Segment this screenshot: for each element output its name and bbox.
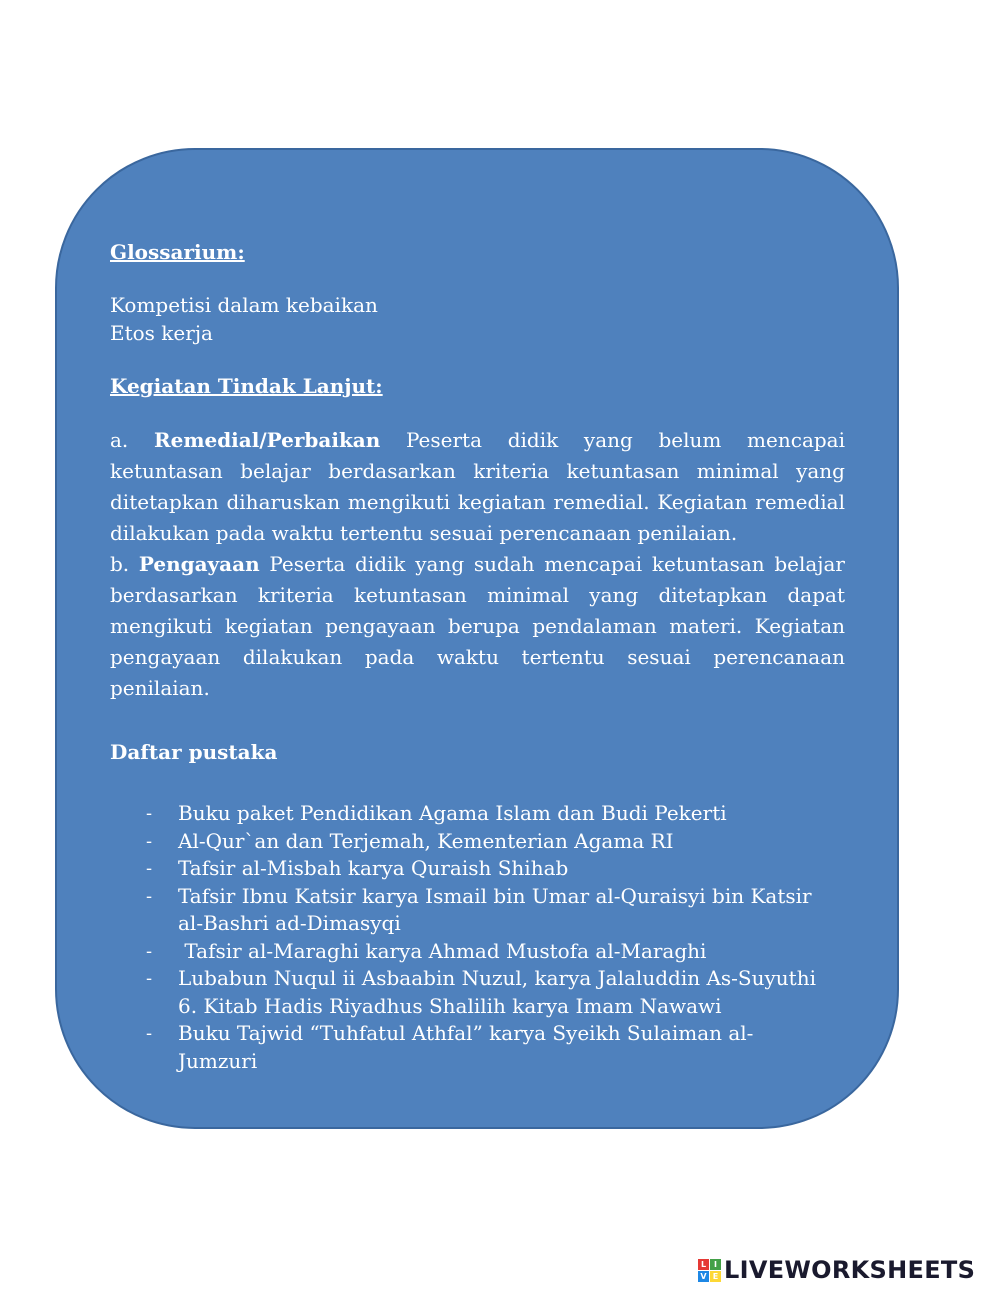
reference-text: Buku Tajwid “Tuhfatul Athfal” karya Syeikh Sulaiman al-Jumzuri	[178, 1021, 754, 1073]
glossarium-item: Etos kerja	[110, 321, 213, 345]
reference-item	[110, 883, 818, 938]
liveworksheets-logo	[698, 1254, 975, 1286]
remedial-prefix: a.	[110, 428, 154, 452]
daftar-pustaka-heading: Daftar pustaka	[110, 740, 278, 764]
glossarium-list	[110, 291, 845, 347]
logo-block: L	[698, 1259, 709, 1270]
reference-text: Buku paket Pendidikan Agama Islam dan Budi Pekerti	[178, 801, 727, 825]
reference-text: Tafsir al-Misbah karya Quraish Shihab	[178, 856, 569, 880]
glossarium-item: Kompetisi dalam kebaikan	[110, 293, 378, 317]
reference-item	[110, 1020, 818, 1075]
bullet-dash: -	[146, 1023, 153, 1044]
tindak-lanjut-heading: Kegiatan Tindak Lanjut:	[110, 374, 383, 398]
reference-text: Tafsir al-Maraghi karya Ahmad Mustofa al-Maraghi	[178, 938, 707, 963]
bullet-dash: -	[146, 940, 153, 962]
worksheet-content	[110, 238, 845, 1075]
reference-text: Tafsir Ibnu Katsir karya Ismail bin Umar al-Quraisyi bin Katsir al-Bashri ad-Dimasyqi	[178, 883, 812, 935]
reference-item	[110, 800, 818, 828]
logo-block: E	[710, 1271, 721, 1282]
logo-text: LIVEWORKSHEETS	[724, 1256, 976, 1284]
reference-text: Lubabun Nuqul ii Asbaabin Nuzul, karya Jalaluddin As-Suyuthi 6. Kitab Hadis Riyadhus Shalilih karya Imam Nawawi	[178, 966, 816, 1018]
bullet-dash: -	[146, 858, 153, 879]
bullet-dash: -	[146, 968, 153, 989]
daftar-pustaka-list	[110, 800, 845, 1075]
logo-blocks-icon	[698, 1259, 721, 1282]
logo-block: V	[698, 1271, 709, 1282]
reference-item	[110, 938, 818, 966]
reference-item	[110, 965, 818, 1020]
reference-item	[110, 855, 818, 883]
reference-text: Al-Qur`an dan Terjemah, Kementerian Agama RI	[178, 828, 674, 853]
logo-block: I	[710, 1259, 721, 1270]
pengayaan-title: Pengayaan	[138, 552, 260, 576]
remedial-paragraph	[110, 425, 845, 549]
pengayaan-text: Peserta didik yang sudah mencapai ketuntasan belajar berdasarkan kriteria ketuntasan minimal yang ditetapkan dapat mengikuti kegiatan pengayaan berupa pendalaman materi. Kegiatan pengayaan dilakukan pada waktu tertentu sesuai perencanaan penilaian.	[110, 552, 845, 700]
remedial-title: Remedial/Perbaikan	[153, 428, 381, 452]
remedial-text: Peserta didik yang belum mencapai ketuntasan belajar berdasarkan kriteria ketuntasan minimal yang ditetapkan diharuskan mengikuti kegiatan remedial. Kegiatan remedial dilakukan pada waktu tertentu sesuai perencanaan penilaian.	[110, 428, 845, 545]
bullet-dash: -	[146, 803, 153, 824]
bullet-dash: -	[146, 885, 153, 907]
pengayaan-paragraph	[110, 549, 845, 704]
bullet-dash: -	[146, 830, 153, 852]
pengayaan-prefix: b.	[110, 552, 139, 576]
glossarium-heading: Glossarium:	[110, 240, 245, 264]
reference-item	[110, 828, 818, 856]
